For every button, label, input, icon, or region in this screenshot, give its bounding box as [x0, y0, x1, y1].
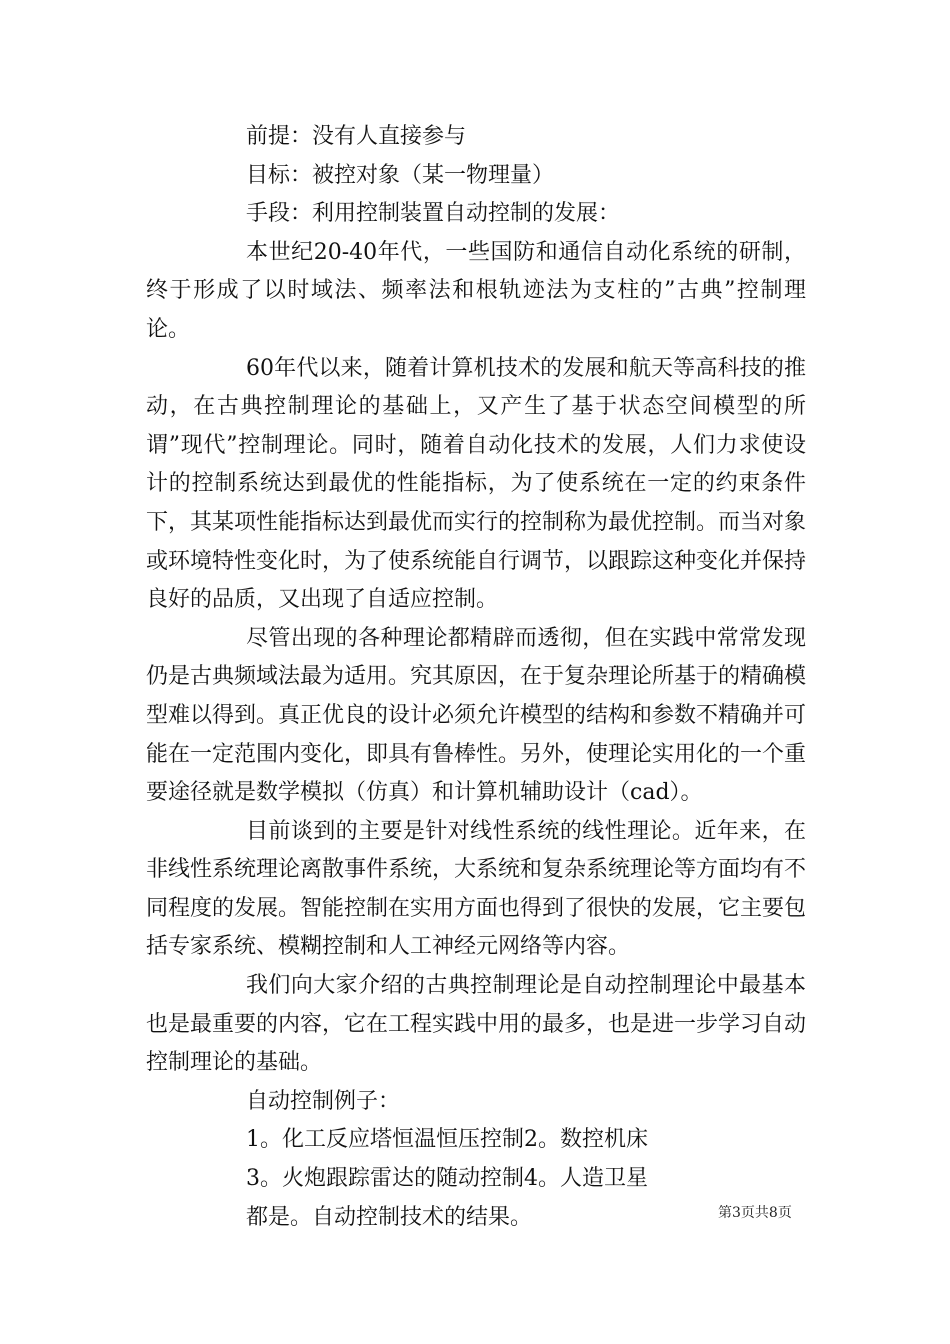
document-body — [146, 118, 806, 1237]
paragraph-means: 手段：利用控制装置自动控制的发展： — [246, 201, 621, 227]
paragraph-goal: 目标：被控对象（某一物理量） — [246, 162, 555, 188]
paragraph-premise: 前提：没有人直接参与 — [246, 124, 467, 149]
paragraph-classical-theory: 本世纪20-40年代，一些国防和通信自动化系统的研制，终于形成了以时域法、频率法和根轨迹法为支柱的”古典”控制理论。 — [146, 239, 806, 342]
page-number: 第3页共8页 — [718, 1205, 792, 1221]
paragraph-frequency-method: 尽管出现的各种理论都精辟而透彻，但在实践中常常发现仍是古典频域法最为适用。究其原因，在于复杂理论所基于的精确模型难以得到。真正优良的设计必须允许模型的结构和参数不精确并可能在一定范围内变化，即具有鲁棒性。另外，使理论实用化的一个重要途径就是数学模拟（仿真）和计算机辅助设计（cad）。 — [146, 625, 807, 806]
paragraph-conclusion: 都是。自动控制技术的结果。 — [246, 1204, 533, 1230]
paragraph-example-3-4: 3。火炮跟踪雷达的随动控制4。人造卫星 — [246, 1166, 648, 1192]
paragraph-example-1-2: 1。化工反应塔恒温恒压控制2。数控机床 — [246, 1127, 648, 1153]
paragraph-examples-heading: 自动控制例子： — [246, 1088, 401, 1114]
paragraph-nonlinear-theory: 目前谈到的主要是针对线性系统的线性理论。近年来，在非线性系统理论离散事件系统，大系统和复杂系统理论等方面均有不同程度的发展。智能控制在实用方面也得到了很快的发展，它主要包括专家系统、模糊控制和人工神经元网络等内容。 — [146, 818, 807, 960]
paragraph-introduction: 我们向大家介绍的古典控制理论是自动控制理论中最基本也是最重要的内容，它在工程实践中用的最多，也是进一步学习自动控制理论的基础。 — [146, 973, 807, 1076]
paragraph-modern-theory: 60年代以来，随着计算机技术的发展和航天等高科技的推动，在古典控制理论的基础上，又产生了基于状态空间模型的所谓”现代”控制理论。同时，随着自动化技术的发展，人们力求使设计的控制系统达到最优的性能指标，为了使系统在一定的约束条件下，其某项性能指标达到最优而实行的控制称为最优控制。而当对象或环境特性变化时，为了使系统能自行调节，以跟踪这种变化并保持良好的品质，又出现了自适应控制。 — [146, 355, 807, 613]
